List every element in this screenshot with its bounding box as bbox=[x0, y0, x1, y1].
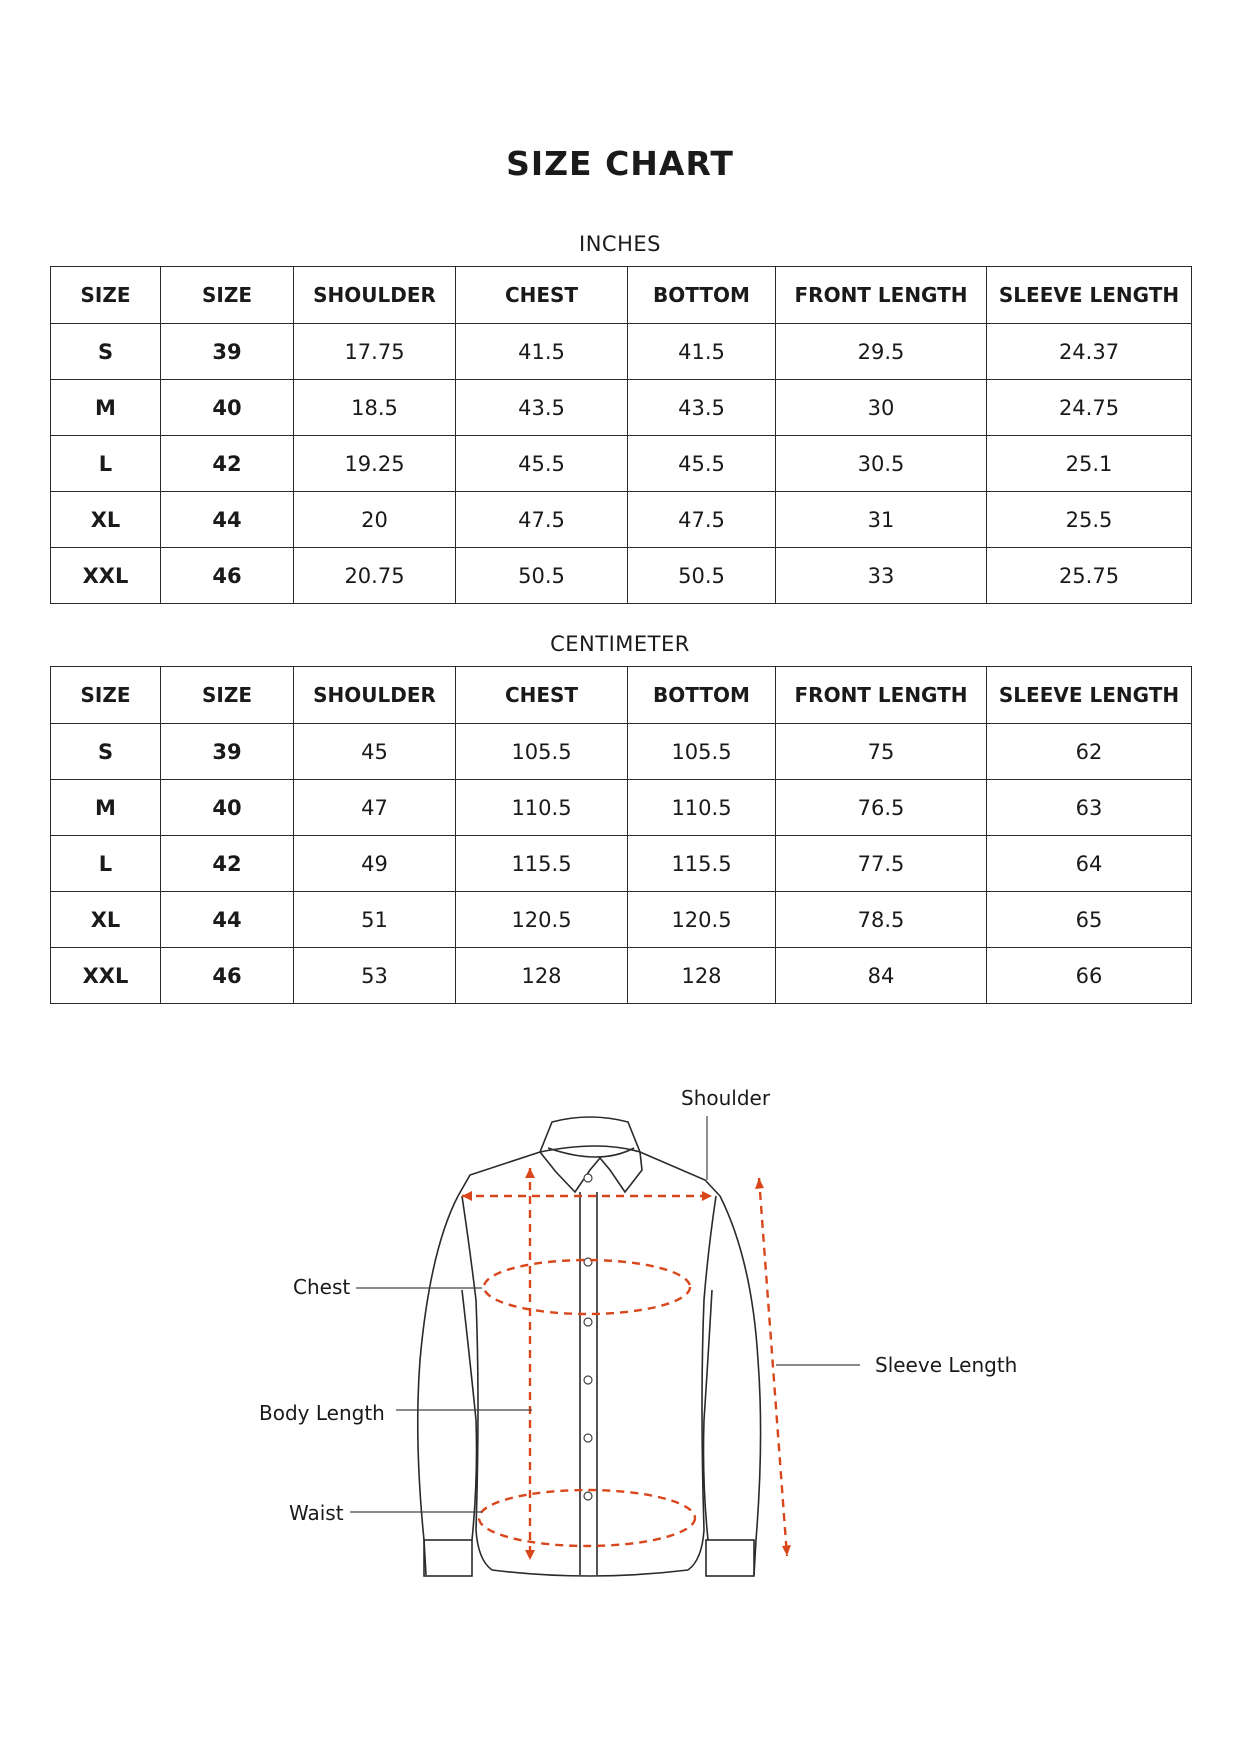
table-cell: 128 bbox=[456, 948, 628, 1004]
table-cell: 24.37 bbox=[987, 324, 1192, 380]
table-cell: 105.5 bbox=[628, 724, 776, 780]
table-cell: 33 bbox=[776, 548, 987, 604]
table-cell: 43.5 bbox=[456, 380, 628, 436]
shoulder-label: Shoulder bbox=[681, 1086, 771, 1110]
table-cell: S bbox=[51, 724, 161, 780]
table-cell: XXL bbox=[51, 948, 161, 1004]
table-cell: 19.25 bbox=[294, 436, 456, 492]
column-header: SLEEVE LENGTH bbox=[987, 667, 1192, 724]
table-cell: 43.5 bbox=[628, 380, 776, 436]
column-header: CHEST bbox=[456, 667, 628, 724]
table-cell: 24.75 bbox=[987, 380, 1192, 436]
table-cell: M bbox=[51, 380, 161, 436]
table-cell: 62 bbox=[987, 724, 1192, 780]
column-header: SIZE bbox=[161, 667, 294, 724]
table-cell: 45.5 bbox=[456, 436, 628, 492]
table-row bbox=[51, 380, 1192, 436]
inches-label: INCHES bbox=[579, 232, 661, 256]
table-cell: 63 bbox=[987, 780, 1192, 836]
table-cell: 128 bbox=[628, 948, 776, 1004]
table-cell: 25.75 bbox=[987, 548, 1192, 604]
table-cell: 66 bbox=[987, 948, 1192, 1004]
table-cell: XL bbox=[51, 492, 161, 548]
column-header: SIZE bbox=[51, 667, 161, 724]
column-header: BOTTOM bbox=[628, 267, 776, 324]
table-cell: 84 bbox=[776, 948, 987, 1004]
table-cell: 25.1 bbox=[987, 436, 1192, 492]
chest-label: Chest bbox=[293, 1275, 351, 1299]
table-cell: XXL bbox=[51, 548, 161, 604]
centimeter-label: CENTIMETER bbox=[550, 632, 690, 656]
inches-size-table bbox=[50, 266, 1192, 604]
table-cell: 30.5 bbox=[776, 436, 987, 492]
column-header: CHEST bbox=[456, 267, 628, 324]
table-cell: 39 bbox=[161, 324, 294, 380]
table-header-row bbox=[51, 267, 1192, 324]
table-cell: 47 bbox=[294, 780, 456, 836]
table-cell: 39 bbox=[161, 724, 294, 780]
table-cell: 29.5 bbox=[776, 324, 987, 380]
table-row bbox=[51, 836, 1192, 892]
column-header: FRONT LENGTH bbox=[776, 267, 987, 324]
table-cell: 18.5 bbox=[294, 380, 456, 436]
table-row bbox=[51, 892, 1192, 948]
measurement-arrows bbox=[462, 1168, 791, 1560]
table-cell: 46 bbox=[161, 948, 294, 1004]
table-cell: 105.5 bbox=[456, 724, 628, 780]
table-row bbox=[51, 780, 1192, 836]
column-header: SIZE bbox=[51, 267, 161, 324]
table-cell: 41.5 bbox=[456, 324, 628, 380]
table-cell: XL bbox=[51, 892, 161, 948]
table-cell: 31 bbox=[776, 492, 987, 548]
table-cell: 40 bbox=[161, 380, 294, 436]
column-header: FRONT LENGTH bbox=[776, 667, 987, 724]
table-cell: 42 bbox=[161, 436, 294, 492]
table-cell: 65 bbox=[987, 892, 1192, 948]
table-cell: 42 bbox=[161, 836, 294, 892]
table-cell: 115.5 bbox=[456, 836, 628, 892]
table-cell: 64 bbox=[987, 836, 1192, 892]
table-cell: 53 bbox=[294, 948, 456, 1004]
body-length-label: Body Length bbox=[259, 1401, 385, 1425]
column-header: SHOULDER bbox=[294, 667, 456, 724]
table-cell: 20 bbox=[294, 492, 456, 548]
table-cell: 110.5 bbox=[456, 780, 628, 836]
table-cell: 47.5 bbox=[628, 492, 776, 548]
measurement-guides bbox=[462, 1168, 787, 1560]
table-cell: 77.5 bbox=[776, 836, 987, 892]
table-cell: 30 bbox=[776, 380, 987, 436]
chest-measure-ellipse bbox=[484, 1260, 690, 1314]
table-cell: 17.75 bbox=[294, 324, 456, 380]
table-cell: 20.75 bbox=[294, 548, 456, 604]
table-cell: 120.5 bbox=[628, 892, 776, 948]
column-header: SHOULDER bbox=[294, 267, 456, 324]
table-cell: 110.5 bbox=[628, 780, 776, 836]
column-header: SLEEVE LENGTH bbox=[987, 267, 1192, 324]
table-row bbox=[51, 724, 1192, 780]
table-cell: 50.5 bbox=[456, 548, 628, 604]
page-title: SIZE CHART bbox=[506, 144, 734, 183]
column-header: BOTTOM bbox=[628, 667, 776, 724]
shirt-buttons bbox=[584, 1174, 592, 1500]
table-cell: 49 bbox=[294, 836, 456, 892]
table-cell: 120.5 bbox=[456, 892, 628, 948]
table-cell: 41.5 bbox=[628, 324, 776, 380]
column-header: SIZE bbox=[161, 267, 294, 324]
centimeter-size-table bbox=[50, 666, 1192, 1004]
table-cell: 44 bbox=[161, 892, 294, 948]
table-row bbox=[51, 492, 1192, 548]
waist-label: Waist bbox=[289, 1501, 344, 1525]
table-cell: 45.5 bbox=[628, 436, 776, 492]
table-cell: 25.5 bbox=[987, 492, 1192, 548]
table-cell: 115.5 bbox=[628, 836, 776, 892]
table-cell: L bbox=[51, 836, 161, 892]
table-row bbox=[51, 948, 1192, 1004]
table-cell: 75 bbox=[776, 724, 987, 780]
table-header-row bbox=[51, 667, 1192, 724]
table-row bbox=[51, 548, 1192, 604]
table-row bbox=[51, 436, 1192, 492]
table-cell: 47.5 bbox=[456, 492, 628, 548]
table-cell: 40 bbox=[161, 780, 294, 836]
table-cell: 45 bbox=[294, 724, 456, 780]
sleeve-length-label: Sleeve Length bbox=[875, 1353, 1018, 1377]
leader-lines bbox=[350, 1116, 860, 1512]
table-cell: 46 bbox=[161, 548, 294, 604]
table-cell: 76.5 bbox=[776, 780, 987, 836]
shirt-measurement-diagram bbox=[0, 1080, 1240, 1640]
table-row bbox=[51, 324, 1192, 380]
table-cell: L bbox=[51, 436, 161, 492]
sleeve-length-measure-line bbox=[759, 1178, 787, 1556]
table-cell: 51 bbox=[294, 892, 456, 948]
table-cell: M bbox=[51, 780, 161, 836]
shirt-outline bbox=[418, 1117, 761, 1576]
table-cell: S bbox=[51, 324, 161, 380]
table-cell: 44 bbox=[161, 492, 294, 548]
table-cell: 78.5 bbox=[776, 892, 987, 948]
table-cell: 50.5 bbox=[628, 548, 776, 604]
